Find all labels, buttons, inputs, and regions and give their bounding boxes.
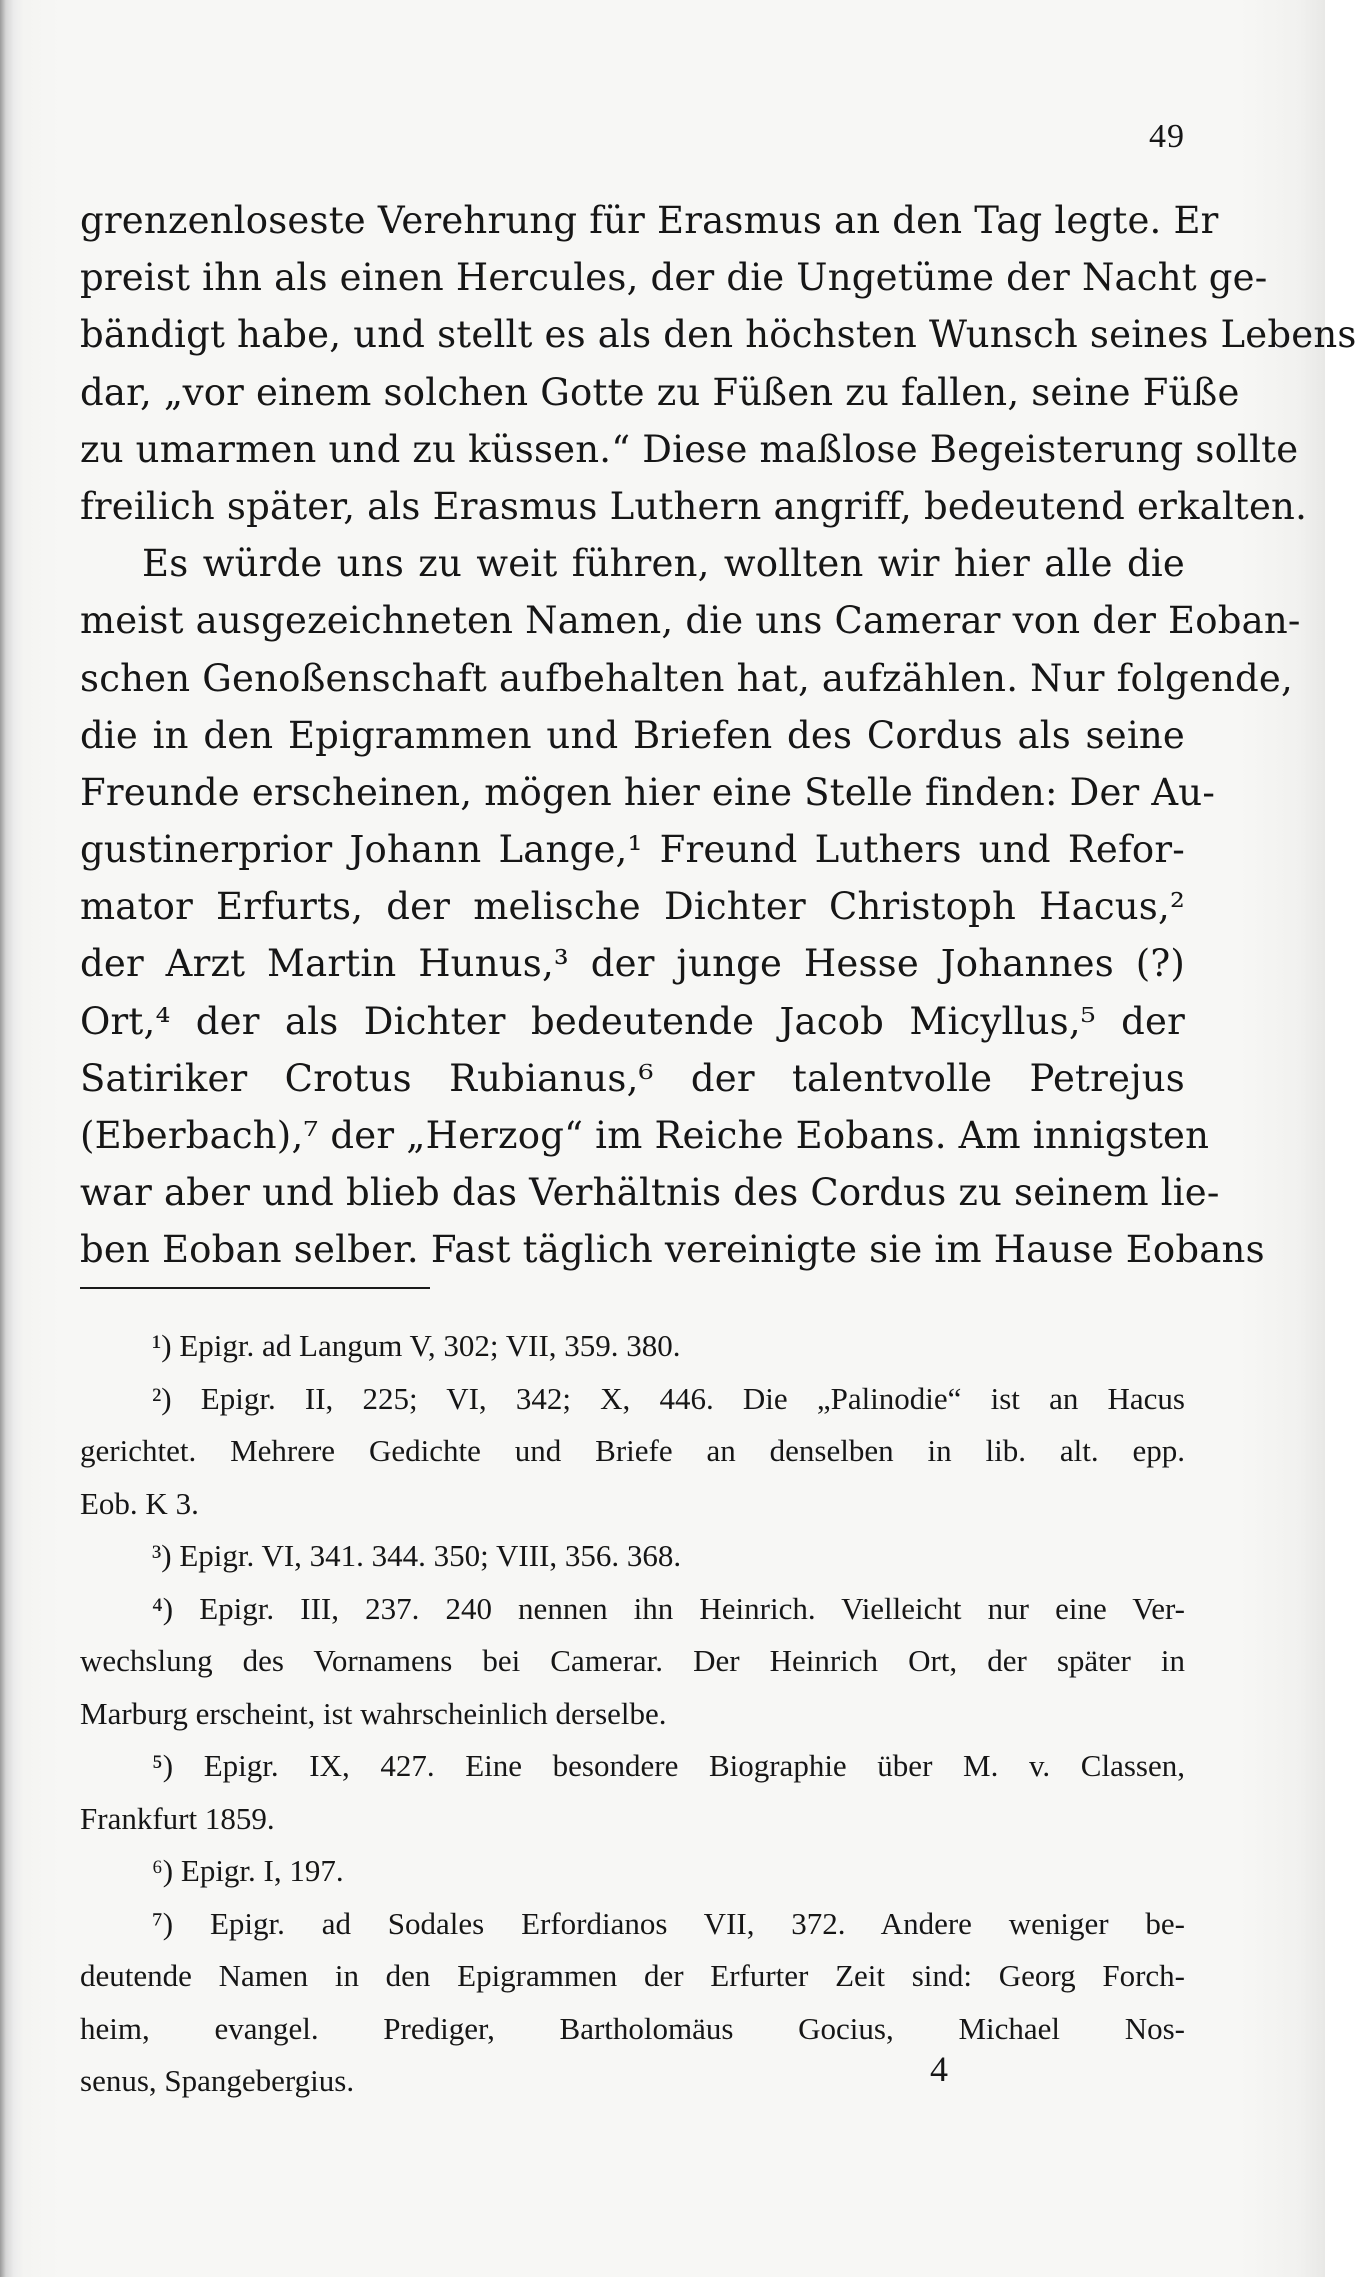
footnote-line: ⁵) Epigr. IX, 427. Eine besondere Biographie über M. v. Classen, bbox=[152, 1748, 1185, 1783]
footnote-line: gerichtet. Mehrere Gedichte und Briefe an denselben in lib. alt. epp. bbox=[80, 1433, 1185, 1468]
body-line: dar, „vor einem solchen Gotte zu Füßen zu fallen, seine Füße bbox=[80, 370, 1240, 414]
body-line: Ort,⁴ der als Dichter bedeutende Jacob Micyllus,⁵ der bbox=[80, 999, 1185, 1043]
body-line: Freunde erscheinen, mögen hier eine Stelle finden: Der Au- bbox=[80, 770, 1216, 814]
signature-mark: 4 bbox=[930, 2049, 948, 2089]
body-line: ben Eoban selber. Fast täglich vereinigte sie im Hause Eobans bbox=[80, 1228, 1265, 1272]
body-line: zu umarmen und zu küssen.“ Diese maßlose Begeisterung sollte bbox=[80, 427, 1299, 471]
body-line: der Arzt Martin Hunus,³ der junge Hesse Johannes (?) bbox=[80, 942, 1185, 986]
body-line: schen Genoßenschaft aufbehalten hat, aufzählen. Nur folgende, bbox=[80, 656, 1293, 700]
footnote-line: heim, evangel. Prediger, Bartholomäus Gocius, Michael Nos- bbox=[80, 2010, 1185, 2046]
footnote-line: Frankfurt 1859. bbox=[80, 1800, 275, 1836]
body-line: freilich später, als Erasmus Luthern angriff, bedeutend erkalten. bbox=[80, 484, 1308, 528]
body-line: war aber und blieb das Verhältnis des Cordus zu seinem lie- bbox=[80, 1171, 1220, 1215]
body-line: mator Erfurts, der melische Dichter Christoph Hacus,² bbox=[80, 885, 1185, 929]
footnote-line: ⁷) Epigr. ad Sodales Erfordianos VII, 372. Andere weniger be- bbox=[152, 1905, 1185, 1941]
body-line: meist ausgezeichneten Namen, die uns Camerar von der Eoban- bbox=[80, 599, 1301, 643]
body-line: grenzenloseste Verehrung für Erasmus an den Tag legte. Er bbox=[80, 199, 1219, 242]
body-line: Satiriker Crotus Rubianus,⁶ der talentvolle Petrejus bbox=[80, 1056, 1185, 1100]
footnote-line: ³) Epigr. VI, 341. 344. 350; VIII, 356. 368. bbox=[152, 1538, 682, 1573]
footnote-line: Eob. K 3. bbox=[80, 1485, 199, 1521]
body-line: die in den Epigrammen und Briefen des Cordus als seine bbox=[80, 713, 1185, 757]
body-line: (Eberbach),⁷ der „Herzog“ im Reiche Eobans. Am innigsten bbox=[80, 1114, 1210, 1157]
body-text bbox=[80, 192, 1357, 1279]
footnote-line: senus, Spangebergius. bbox=[80, 2063, 355, 2098]
footnote-line: wechslung des Vornamens bei Camerar. Der Heinrich Ort, der später in bbox=[80, 1643, 1185, 1678]
footnote-line: ⁶) Epigr. I, 197. bbox=[152, 1853, 344, 1888]
footnote-line: Marburg erscheint, ist wahrscheinlich derselbe. bbox=[80, 1695, 667, 1731]
body-line: preist ihn als einen Hercules, der die Ungetüme der Nacht ge- bbox=[80, 256, 1268, 300]
footnote-divider bbox=[80, 1287, 430, 1289]
footnote-line: ¹) Epigr. ad Langum V, 302; VII, 359. 380. bbox=[152, 1328, 681, 1363]
footnote-line: ²) Epigr. II, 225; VI, 342; X, 446. Die „Palinodie“ ist an Hacus bbox=[152, 1380, 1185, 1416]
body-line: bändigt habe, und stellt es als den höchsten Wunsch seines Lebens bbox=[80, 313, 1357, 357]
body-line: Es würde uns zu weit führen, wollten wir hier alle die bbox=[142, 542, 1185, 586]
page-number: 49 bbox=[1149, 118, 1185, 155]
body-line: gustinerprior Johann Lange,¹ Freund Luthers und Refor- bbox=[80, 828, 1185, 872]
footnote-line: deutende Namen in den Epigrammen der Erfurter Zeit sind: Georg Forch- bbox=[80, 1958, 1185, 1993]
footnote-line: ⁴) Epigr. III, 237. 240 nennen ihn Heinrich. Vielleicht nur eine Ver- bbox=[152, 1590, 1185, 1626]
footnotes bbox=[80, 1320, 1185, 2108]
